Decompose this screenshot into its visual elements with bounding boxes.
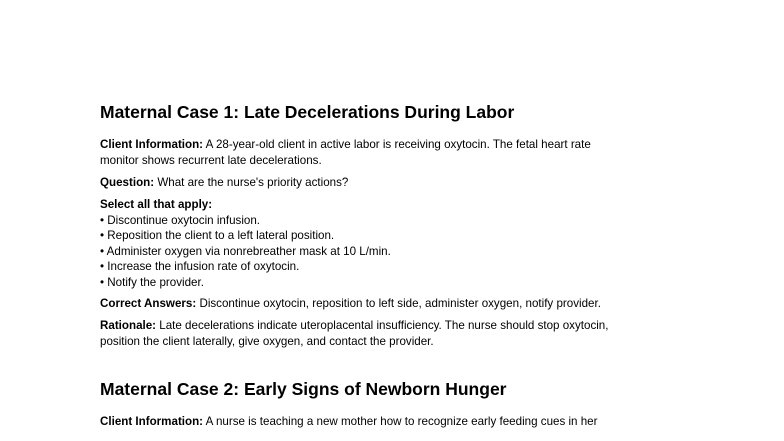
case2-title: Maternal Case 2: Early Signs of Newborn Hunger bbox=[100, 379, 507, 399]
option-item: • Administer oxygen via nonrebreather mask at 10 L/min. bbox=[100, 244, 391, 258]
case1-rationale-line2: position the client laterally, give oxygen, and contact the provider. bbox=[100, 335, 434, 348]
case1-rationale bbox=[100, 318, 700, 350]
case1-client-line2: monitor shows recurrent late decelerations. bbox=[100, 154, 322, 167]
option-item: • Increase the infusion rate of oxytocin. bbox=[100, 260, 300, 273]
case2-client-information bbox=[100, 414, 700, 430]
case2-client-label: Client Information: bbox=[100, 415, 204, 428]
case1-select-label: Select all that apply: bbox=[100, 198, 213, 211]
case1-correct-answers bbox=[100, 296, 700, 312]
case1-rationale-line1: Late decelerations indicate uteroplacental insufficiency. The nurse should stop oxytocin, bbox=[156, 319, 609, 332]
option-item: • Notify the provider. bbox=[100, 275, 204, 289]
option-item: • Reposition the client to a left lateral position. bbox=[100, 229, 335, 242]
document-page bbox=[100, 100, 700, 436]
case1-question-text: What are the nurse's priority actions? bbox=[154, 176, 349, 189]
case1-client-information bbox=[100, 137, 700, 169]
case1-options bbox=[100, 197, 700, 290]
case1-answers-label: Correct Answers: bbox=[100, 297, 197, 310]
case1-answers-text: Discontinue oxytocin, reposition to left side, administer oxygen, notify provider. bbox=[196, 297, 601, 310]
case1-question bbox=[100, 175, 700, 191]
case1-title: Maternal Case 1: Late Decelerations During Labor bbox=[100, 102, 515, 122]
case1-question-label: Question: bbox=[100, 176, 155, 189]
case1-rationale-label: Rationale: bbox=[100, 319, 157, 332]
option-item: • Discontinue oxytocin infusion. bbox=[100, 213, 261, 227]
case1-client-line1: A 28-year-old client in active labor is receiving oxytocin. The fetal heart rate bbox=[203, 138, 591, 151]
case2-client-line1: A nurse is teaching a new mother how to recognize early feeding cues in her bbox=[203, 415, 598, 428]
case1-client-label: Client Information: bbox=[100, 138, 204, 151]
